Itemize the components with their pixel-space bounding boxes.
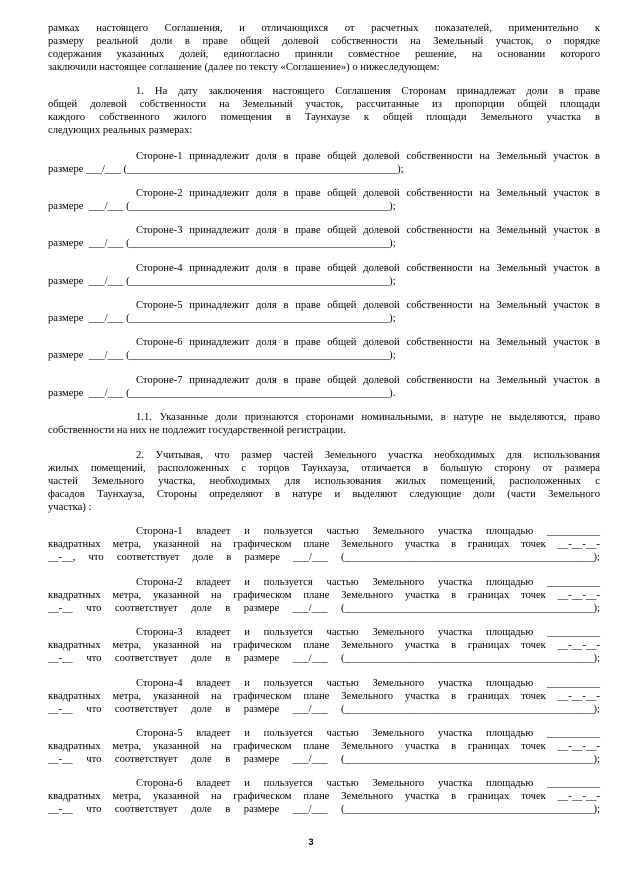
part-line: __-__, что соответствует доле в размере ___/___ (_______________________________________________); <box>48 552 600 563</box>
part-line: Сторона-3 владеет и пользуется частью Земельного участка площадью __________ <box>136 627 600 638</box>
part-line: Сторона-6 владеет и пользуется частью Земельного участка площадью __________ <box>136 778 600 789</box>
intro-line: размеру реальной доли в праве общей долевой собственности на Земельный участок, о порядке <box>48 36 600 47</box>
para2-line: жилых помещений, расположенных с торцов Таунхауза, отличается в большую сторону от размера <box>48 463 600 474</box>
para2-line: частей Земельного участка, необходимых для использования жилых помещений, расположенных с <box>48 476 600 487</box>
share-line: размере ___/___ (_________________________________________________); <box>48 238 396 249</box>
part-line: __-__ что соответствует доле в размере ___/___ (_______________________________________________); <box>48 804 600 815</box>
share-line: размере ___/___ (_________________________________________________). <box>48 388 396 399</box>
intro-line: рамках настоящего Соглашения, и отличающихся от расчетных показателей, применительно к <box>48 23 600 34</box>
part-line: __-__ что соответствует доле в размере ___/___ (_______________________________________________); <box>48 754 600 765</box>
part-line: квадратных метра, указанной на графическом плане Земельного участка в границах точек __-__-__- <box>48 691 600 702</box>
part-line: __-__ что соответствует доле в размере ___/___ (_______________________________________________); <box>48 603 600 614</box>
intro-line: содержания указанных долей, единогласно приняли совместное решение, на основании которого <box>48 49 600 60</box>
para11-line: 1.1. Указанные доли признаются сторонами номинальными, в натуре не выделяются, право <box>136 412 600 423</box>
share-line: Стороне-5 принадлежит доля в праве общей долевой собственности на Земельный участок в <box>136 300 600 311</box>
para1-line: следующих реальных размерах: <box>48 125 193 136</box>
para1-line: общей долевой собственности на Земельный участок, рассчитанные из пропорции общей площади <box>48 99 600 110</box>
share-line: Стороне-3 принадлежит доля в праве общей долевой собственности на Земельный участок в <box>136 225 600 236</box>
part-line: квадратных метра, указанной на графическом плане Земельного участка в границах точек __-__-__- <box>48 539 600 550</box>
para2-line: 2. Учитывая, что размер частей Земельного участка необходимых для использования <box>136 450 600 461</box>
share-line: размере ___/___ (_________________________________________________); <box>48 313 396 324</box>
part-line: квадратных метра, указанной на графическом плане Земельного участка в границах точек __-__-__- <box>48 590 600 601</box>
share-line: Стороне-2 принадлежит доля в праве общей долевой собственности на Земельный участок в <box>136 188 600 199</box>
part-line: __-__ что соответствует доле в размере ___/___ (_______________________________________________); <box>48 653 600 664</box>
intro-line: заключили настоящее соглашение (далее по тексту «Соглашение») о нижеследующем: <box>48 62 440 73</box>
para1-line: каждого собственного жилого помещения в Таунхаузе к общей площади Земельного участка в <box>48 112 600 123</box>
part-line: Сторона-1 владеет и пользуется частью Земельного участка площадью __________ <box>136 526 600 537</box>
page-number: 3 <box>308 837 314 847</box>
part-line: __-__ что соответствует доле в размере ___/___ (_______________________________________________); <box>48 704 600 715</box>
part-line: Сторона-4 владеет и пользуется частью Земельного участка площадью __________ <box>136 678 600 689</box>
share-line: Стороне-7 принадлежит доля в праве общей долевой собственности на Земельный участок в <box>136 375 600 386</box>
share-line: размере ___/___ (_________________________________________________); <box>48 276 396 287</box>
share-line: Стороне-1 принадлежит доля в праве общей долевой собственности на Земельный участок в <box>136 151 600 162</box>
part-line: Сторона-5 владеет и пользуется частью Земельного участка площадью __________ <box>136 728 600 739</box>
para2-line: фасадов Таунхауза, Стороны определяют в натуре и выделяют следующие доли (части Земельного <box>48 489 600 500</box>
share-line: Стороне-4 принадлежит доля в праве общей долевой собственности на Земельный участок в <box>136 263 600 274</box>
part-line: Сторона-2 владеет и пользуется частью Земельного участка площадью __________ <box>136 577 600 588</box>
share-line: Стороне-6 принадлежит доля в праве общей долевой собственности на Земельный участок в <box>136 337 600 348</box>
para2-line: участка) : <box>48 502 92 513</box>
part-line: квадратных метра, указанной на графическом плане Земельного участка в границах точек __-__-__- <box>48 640 600 651</box>
share-line: размере ___/___ (_________________________________________________); <box>48 201 396 212</box>
share-line: размере ___/___ (_________________________________________________); <box>48 350 396 361</box>
part-line: квадратных метра, указанной на графическом плане Земельного участка в границах точек __-__-__- <box>48 791 600 802</box>
share-line: размере ___/___ (___________________________________________________); <box>48 164 404 175</box>
part-line: квадратных метра, указанной на графическом плане Земельного участка в границах точек __-__-__- <box>48 741 600 752</box>
para11-line: собственности на них не подлежит государственной регистрации. <box>48 425 346 436</box>
para1-line: 1. На дату заключения настоящего Соглашения Сторонам принадлежат доли в праве <box>136 86 600 97</box>
